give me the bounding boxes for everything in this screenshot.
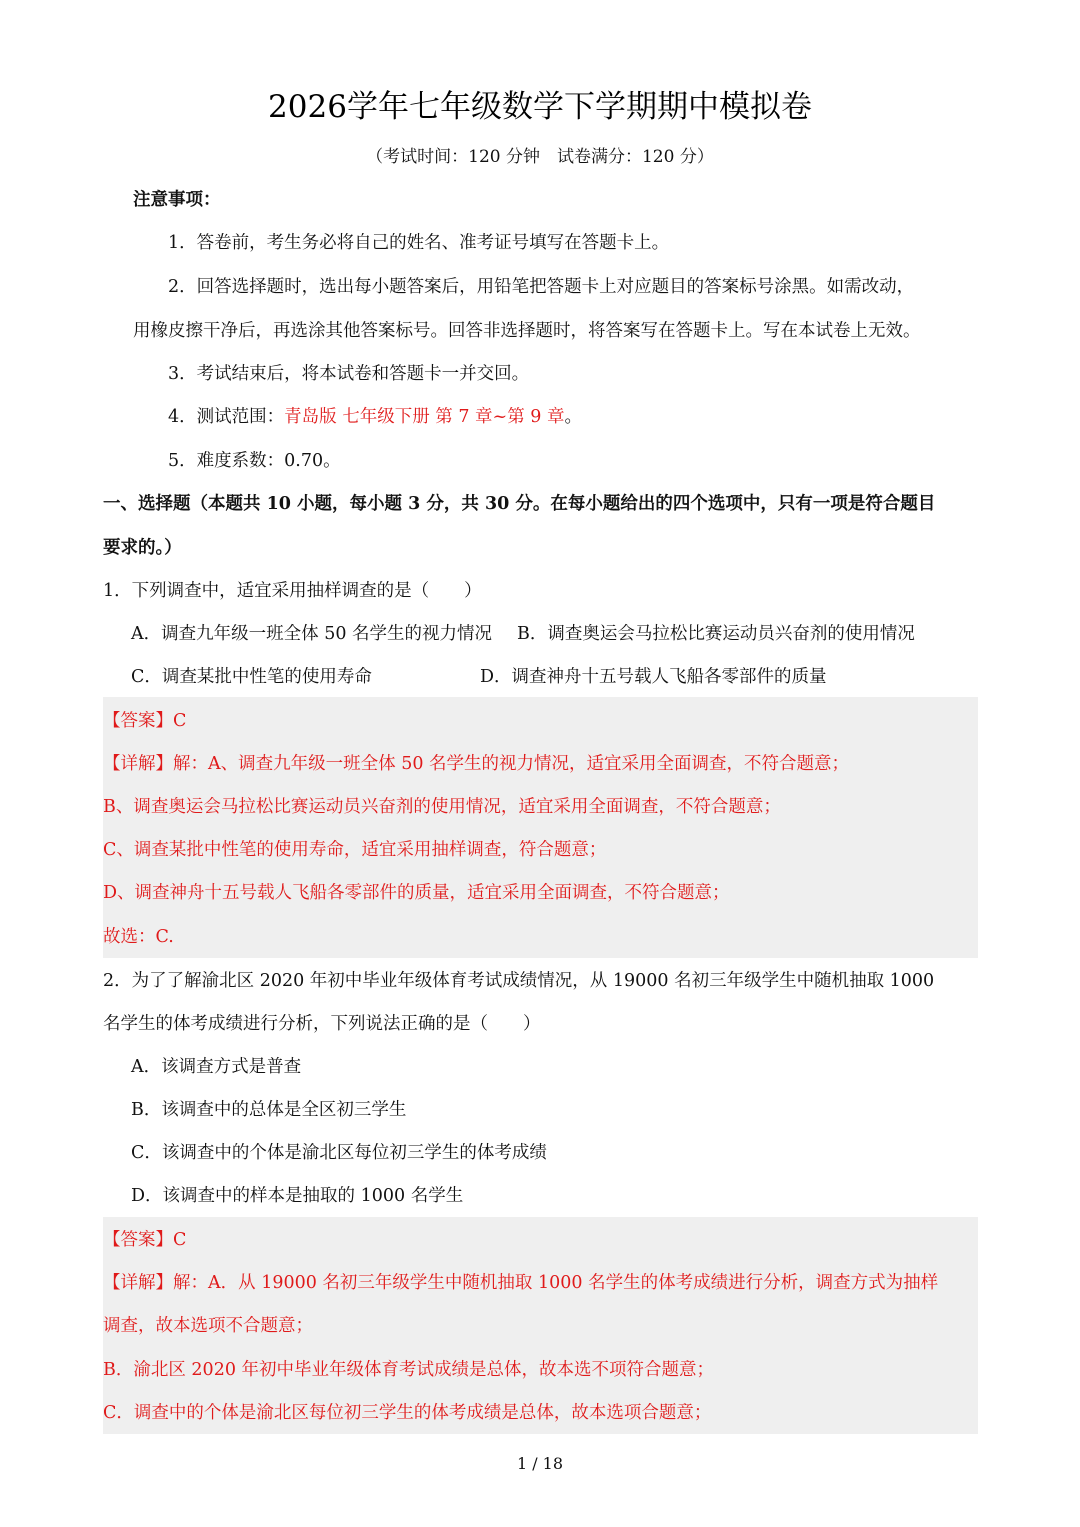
notice-item-2-line-1: 2．回答选择题时，选出每小题答案后，用铅笔把答题卡上对应题目的答案标号涂黑。如需改动， bbox=[168, 277, 915, 297]
question-2-option-d: D．该调查中的样本是抽取的 1000 名学生 bbox=[131, 1186, 464, 1206]
question-2-option-b: B．该调查中的总体是全区初三学生 bbox=[131, 1100, 407, 1120]
page-title: 2026学年七年级数学下学期期中模拟卷 bbox=[268, 89, 812, 125]
section-1-heading-line-1: 一、选择题（本题共 10 小题，每小题 3 分，共 30 分。在每小题给出的四个选项中，只有一项是符合题目 bbox=[103, 494, 936, 514]
question-2-explain-line-4: C．调查中的个体是渝北区每位初三学生的体考成绩是总体，故本选项合题意； bbox=[103, 1403, 712, 1423]
question-2-stem-line-1: 2．为了了解渝北区 2020 年初中毕业年级体育考试成绩情况，从 19000 名初三年级学生中随机抽取 1000 bbox=[103, 971, 935, 991]
test-range: 青岛版 七年级下册 第 7 章~第 9 章 bbox=[284, 407, 565, 427]
question-1-explain-line-2: B、调查奥运会马拉松比赛运动员兴奋剂的使用情况，适宜采用全面调查，不符合题意； bbox=[103, 797, 781, 817]
question-1-explain-line-1 bbox=[103, 749, 849, 779]
notice-item-1: 1．答卷前，考生务必将自己的姓名、准考证号填写在答题卡上。 bbox=[168, 233, 670, 253]
question-2-explain-line-1 bbox=[103, 1268, 938, 1298]
answer-tag: 【答案】 bbox=[103, 711, 173, 731]
question-2-answer bbox=[103, 1225, 186, 1255]
question-2-option-c: C．该调查中的个体是渝北区每位初三学生的体考成绩 bbox=[131, 1143, 547, 1163]
question-2-explain-line-2: 调查，故本选项不合题意； bbox=[103, 1316, 313, 1336]
question-1-answer-box bbox=[103, 697, 978, 958]
answer-tag: 【答案】 bbox=[103, 1230, 173, 1250]
question-2-stem-line-2: 名学生的体考成绩进行分析，下列说法正确的是（ ） bbox=[103, 1014, 541, 1034]
question-1-stem: 1．下列调查中，适宜采用抽样调查的是（ ） bbox=[103, 581, 482, 601]
question-1-explain-line-3: C、调查某批中性笔的使用寿命，适宜采用抽样调查，符合题意； bbox=[103, 840, 607, 860]
notice-item-4-suffix: 。 bbox=[564, 407, 582, 427]
notice-item-3: 3．考试结束后，将本试卷和答题卡一并交回。 bbox=[168, 364, 530, 384]
question-1-option-c: C．调查某批中性笔的使用寿命 bbox=[131, 667, 372, 687]
explain-text: 解：A、调查九年级一班全体 50 名学生的视力情况，适宜采用全面调查，不符合题意； bbox=[173, 754, 850, 774]
notice-item-2-line-2: 用橡皮擦干净后，再选涂其他答案标号。回答非选择题时，将答案写在答题卡上。写在本试卷上无效。 bbox=[133, 321, 921, 341]
question-2-option-a: A．该调查方式是普查 bbox=[131, 1057, 302, 1077]
answer-value: C bbox=[173, 1230, 187, 1250]
exam-info: （考试时间：120 分钟 试卷满分：120 分） bbox=[366, 147, 714, 167]
question-1-explain-line-4: D、调查神舟十五号载人飞船各零部件的质量，适宜采用全面调查，不符合题意； bbox=[103, 883, 730, 903]
question-1-answer bbox=[103, 706, 186, 736]
question-1-option-d: D．调查神舟十五号载人飞船各零部件的质量 bbox=[480, 667, 827, 687]
notice-item-4 bbox=[168, 402, 582, 432]
notice-item-5: 5．难度系数：0.70。 bbox=[168, 451, 341, 471]
explain-text: 解：A．从 19000 名初三年级学生中随机抽取 1000 名学生的体考成绩进行分析，调查方式为抽样 bbox=[173, 1273, 939, 1293]
explain-tag: 【详解】 bbox=[103, 1273, 173, 1293]
notice-heading: 注意事项： bbox=[133, 190, 221, 210]
question-2-explain-line-3: B．渝北区 2020 年初中毕业年级体育考试成绩是总体，故本选不项符合题意； bbox=[103, 1360, 715, 1380]
notice-item-4-prefix: 4．测试范围： bbox=[168, 407, 285, 427]
page-number: 1 / 18 bbox=[516, 1454, 564, 1473]
question-1-explain-line-5: 故选：C. bbox=[103, 927, 174, 947]
section-1-heading-line-2: 要求的。） bbox=[103, 538, 182, 558]
explain-tag: 【详解】 bbox=[103, 754, 173, 774]
answer-value: C bbox=[173, 711, 187, 731]
question-1-option-b: B．调查奥运会马拉松比赛运动员兴奋剂的使用情况 bbox=[517, 624, 915, 644]
question-1-option-a: A．调查九年级一班全体 50 名学生的视力情况 bbox=[131, 624, 493, 644]
